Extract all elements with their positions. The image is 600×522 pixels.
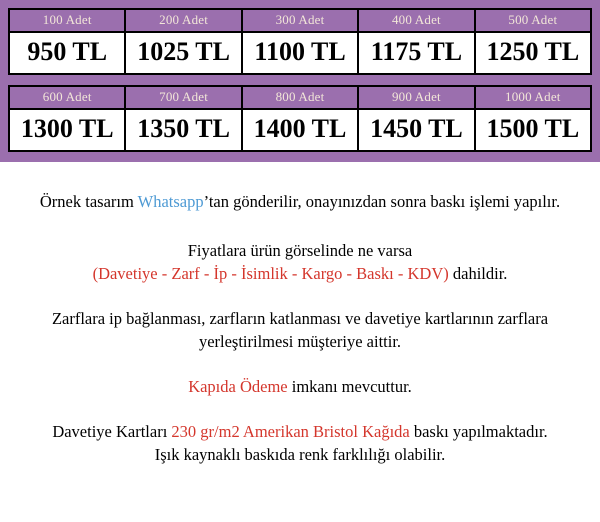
quantity-label: 900 Adet: [359, 87, 473, 110]
note-text: ’tan gönderilir, onayınızdan sonra baskı işlemi yapılır.: [203, 192, 561, 211]
quantity-label: 400 Adet: [359, 10, 473, 33]
price-value: 1400 TL: [253, 114, 347, 143]
note-text: dahildir.: [448, 264, 508, 283]
note-text: Zarflara ip bağlanması, zarfların katlanması ve davetiye kartlarının zarflara: [51, 309, 549, 328]
note-text: Işık kaynaklı baskıda renk farklılığı olabilir.: [154, 445, 446, 464]
price-cell: [359, 87, 475, 150]
note-text: Davetiye Kartları: [52, 422, 172, 441]
price-cell: [243, 87, 359, 150]
note-highlight-included: (Davetiye - Zarf - İp - İsimlik - Kargo - Baskı - KDV): [92, 264, 449, 283]
notes-section: [0, 162, 600, 466]
note-text: Örnek tasarım: [39, 192, 138, 211]
note-whatsapp: [14, 190, 586, 213]
price-cell: [126, 87, 242, 150]
note-included-items: [14, 239, 586, 285]
note-text: imkanı mevcuttur.: [287, 377, 412, 396]
quantity-label: 100 Adet: [10, 10, 124, 33]
price-cell: [10, 10, 126, 73]
price-value: 1100 TL: [254, 37, 346, 66]
price-value: 950 TL: [27, 37, 108, 66]
price-cell: [359, 10, 475, 73]
price-cell: [476, 87, 590, 150]
quantity-label: 200 Adet: [126, 10, 240, 33]
quantity-label: 800 Adet: [243, 87, 357, 110]
price-value: 1500 TL: [486, 114, 580, 143]
price-value: 1350 TL: [137, 114, 230, 143]
price-value: 1250 TL: [486, 37, 580, 66]
price-value: 1300 TL: [20, 114, 114, 143]
note-paper-type: [14, 420, 586, 466]
price-value: 1450 TL: [370, 114, 463, 143]
price-table-row: [8, 85, 592, 152]
note-text: Fiyatlara ürün görselinde ne varsa: [187, 241, 413, 260]
quantity-label: 700 Adet: [126, 87, 240, 110]
price-cell: [476, 10, 590, 73]
price-value: 1175 TL: [370, 37, 463, 66]
note-text: yerleştirilmesi müşteriye aittir.: [198, 332, 402, 351]
quantity-label: 600 Adet: [10, 87, 124, 110]
note-cash-on-delivery: [14, 375, 586, 398]
note-text: baskı yapılmaktadır.: [409, 422, 548, 441]
price-table-panel: [0, 0, 600, 162]
note-highlight-whatsapp: Whatsapp: [137, 192, 204, 211]
quantity-label: 500 Adet: [476, 10, 590, 33]
price-cell: [243, 10, 359, 73]
note-highlight-payment: Kapıda Ödeme: [188, 377, 288, 396]
note-customer-responsibility: [14, 307, 586, 353]
quantity-label: 300 Adet: [243, 10, 357, 33]
price-cell: [126, 10, 242, 73]
quantity-label: 1000 Adet: [476, 87, 590, 110]
price-table-row: [8, 8, 592, 75]
price-value: 1025 TL: [137, 37, 230, 66]
note-highlight-paper: 230 gr/m2 Amerikan Bristol Kağıda: [171, 422, 410, 441]
price-cell: [10, 87, 126, 150]
